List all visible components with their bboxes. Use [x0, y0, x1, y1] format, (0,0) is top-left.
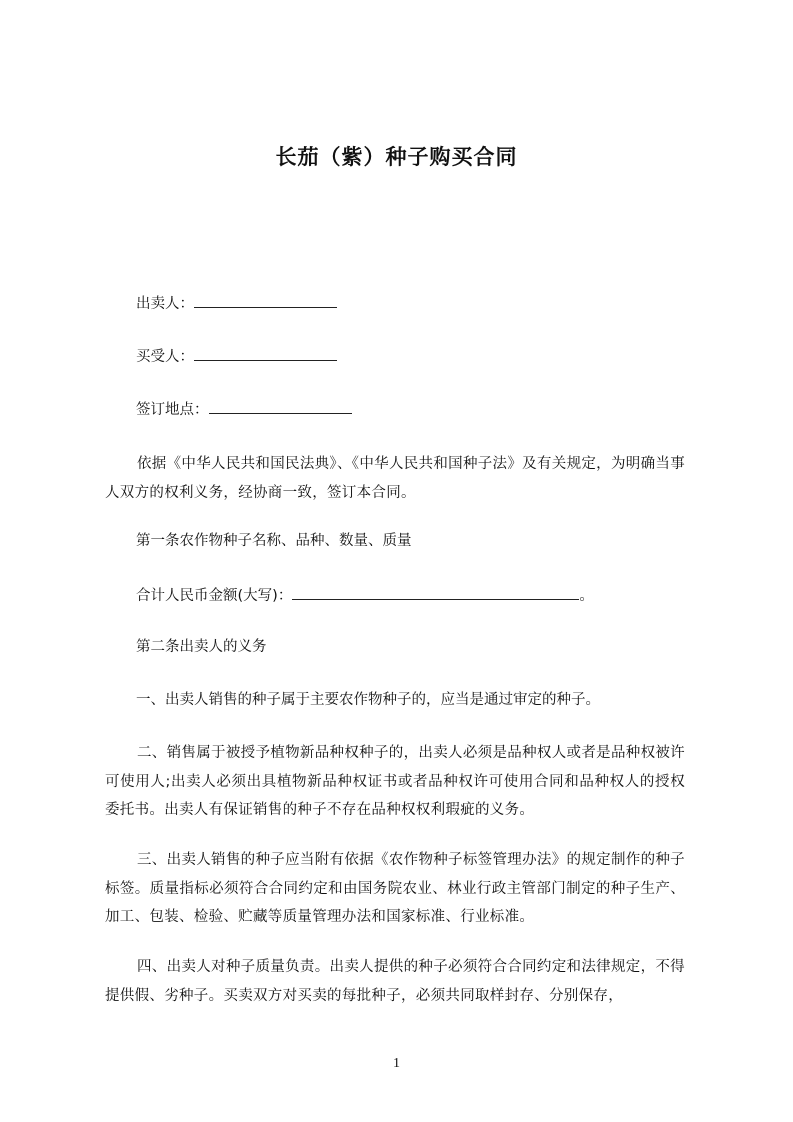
- buyer-line: [136, 345, 337, 367]
- buyer-blank[interactable]: [194, 345, 337, 361]
- total-amount-line: [136, 584, 594, 606]
- place-line: [136, 398, 352, 420]
- total-blank[interactable]: [292, 584, 579, 600]
- page-number: 1: [393, 1056, 400, 1071]
- article1-heading: 第一条农作物种子名称、品种、数量、质量: [136, 533, 412, 549]
- seller-label: 出卖人：: [136, 296, 194, 312]
- place-blank[interactable]: [209, 398, 352, 414]
- intro-paragraph: 依据《中华人民共和国民法典》、《中华人民共和国种子法》及有关规定，为明确当事人双方的权利义务，经协商一致，签订本合同。: [105, 456, 685, 501]
- place-label: 签订地点：: [136, 402, 209, 418]
- seller-blank[interactable]: [194, 292, 337, 308]
- clause-2: 二、销售属于被授予植物新品种权种子的，出卖人必须是品种权人或者是品种权被许可使用人;出卖人必须出具植物新品种权证书或者品种权许可使用合同和品种权人的授权委托书。出卖人有保证销售的种子不存在品种权权利瑕疵的义务。: [105, 745, 685, 818]
- clause-3: 三、出卖人销售的种子应当附有依据《农作物种子标签管理办法》的规定制作的种子标签。质量指标必须符合合同约定和由国务院农业、林业行政主管部门制定的种子生产、加工、包装、检验、贮藏等质量管理办法和国家标准、行业标准。: [105, 852, 685, 925]
- clause-4: 四、出卖人对种子质量负责。出卖人提供的种子必须符合合同约定和法律规定，不得提供假、劣种子。买卖双方对买卖的每批种子，必须共同取样封存、分别保存，: [105, 959, 685, 1004]
- buyer-label: 买受人：: [136, 349, 194, 365]
- document-title: 长茄（紫）种子购买合同: [275, 145, 518, 169]
- clause-1: 一、出卖人销售的种子属于主要农作物种子的，应当是通过审定的种子。: [136, 692, 600, 708]
- article2-heading: 第二条出卖人的义务: [136, 639, 267, 655]
- total-suffix: 。: [579, 588, 594, 604]
- seller-line: [136, 292, 337, 314]
- total-label: 合计人民币金额(大写)：: [136, 588, 293, 604]
